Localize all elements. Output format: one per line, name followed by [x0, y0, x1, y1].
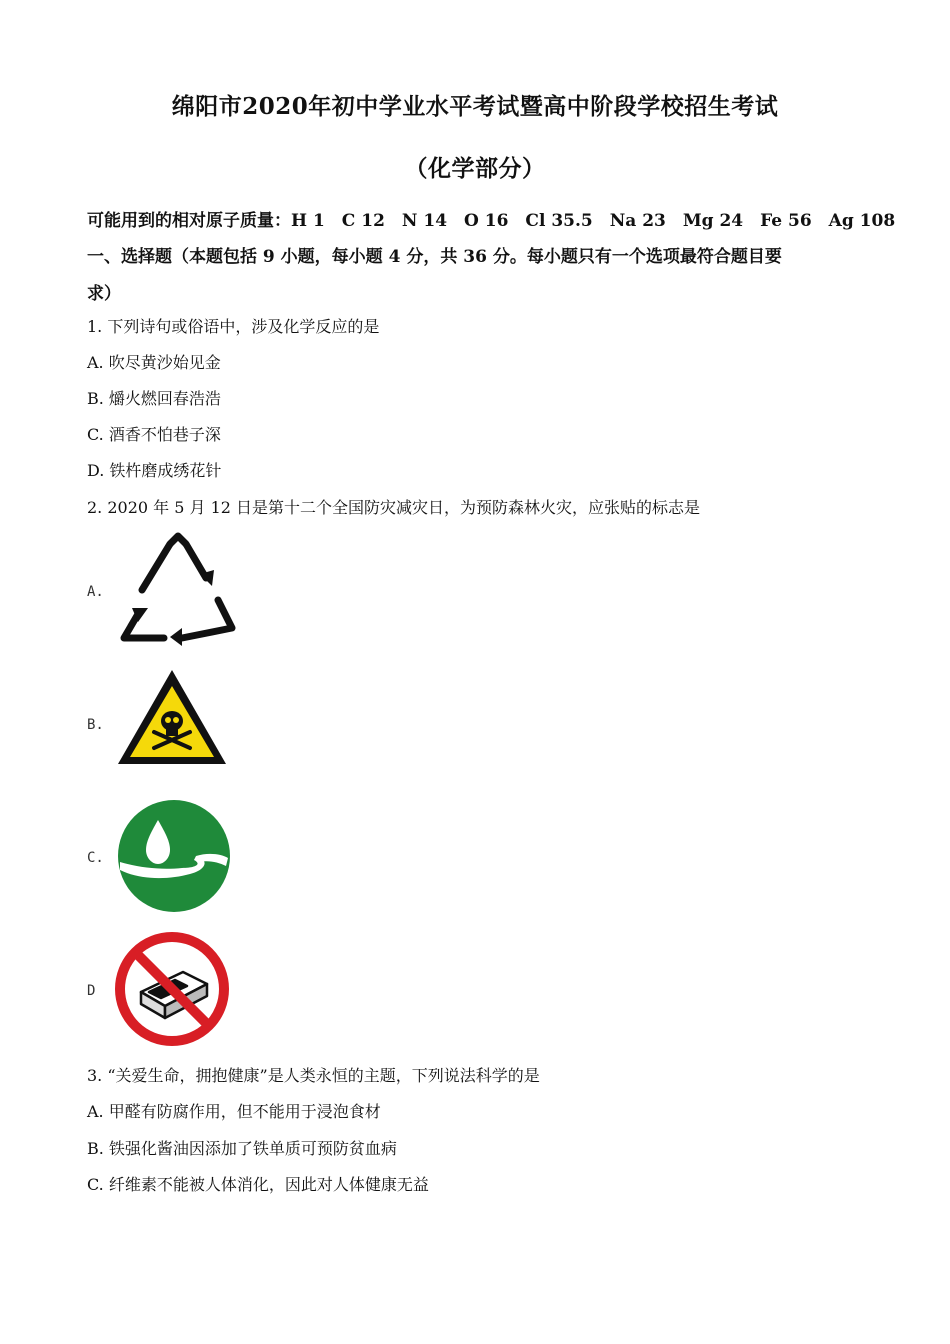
- question-1-option-a: A. 吹尽黄沙始见金: [87, 353, 221, 372]
- page-subtitle: （化学部分）: [404, 155, 546, 182]
- section-heading: 一、选择题（本题包括 9 小题，每小题 4 分，共 36 分。每小题只有一个选项最符合题目要: [87, 247, 782, 267]
- question-3-stem: 3. “关爱生命，拥抱健康”是人类永恒的主题，下列说法科学的是: [87, 1066, 540, 1085]
- water-saving-icon: [116, 798, 232, 914]
- toxic-warning-icon: [114, 666, 230, 768]
- question-1-option-b: B. 爝火燃回春浩浩: [87, 389, 221, 408]
- question-2-option-d-letter: D: [87, 983, 96, 999]
- recycle-arrows-icon: [118, 532, 238, 647]
- question-1-option-d: D. 铁杵磨成绣花针: [87, 461, 222, 480]
- question-2-option-b-letter: B.: [87, 717, 104, 733]
- question-1-option-c: C. 酒香不怕巷子深: [87, 425, 221, 444]
- question-2-stem: 2. 2020 年 5 月 12 日是第十二个全国防灾减灾日，为预防森林火灾，应张贴的标志是: [87, 498, 701, 517]
- question-2-option-c-letter: C.: [87, 850, 104, 866]
- no-matches-icon: [113, 930, 231, 1048]
- question-3-option-b: B. 铁强化酱油因添加了铁单质可预防贫血病: [87, 1139, 397, 1158]
- question-2-option-a-letter: A.: [87, 584, 104, 600]
- page-title: 绵阳市2020年初中学业水平考试暨高中阶段学校招生考试: [171, 93, 779, 120]
- question-1-stem: 1. 下列诗句或俗语中，涉及化学反应的是: [87, 317, 380, 336]
- question-3-option-a: A. 甲醛有防腐作用，但不能用于浸泡食材: [87, 1102, 381, 1121]
- section-heading-cont: 求）: [87, 284, 121, 304]
- question-3-option-c: C. 纤维素不能被人体消化，因此对人体健康无益: [87, 1175, 429, 1194]
- atomic-masses: 可能用到的相对原子质量：H 1 C 12 N 14 O 16 Cl 35.5 Na 23 Mg 24 Fe 56 Ag 108: [87, 211, 896, 231]
